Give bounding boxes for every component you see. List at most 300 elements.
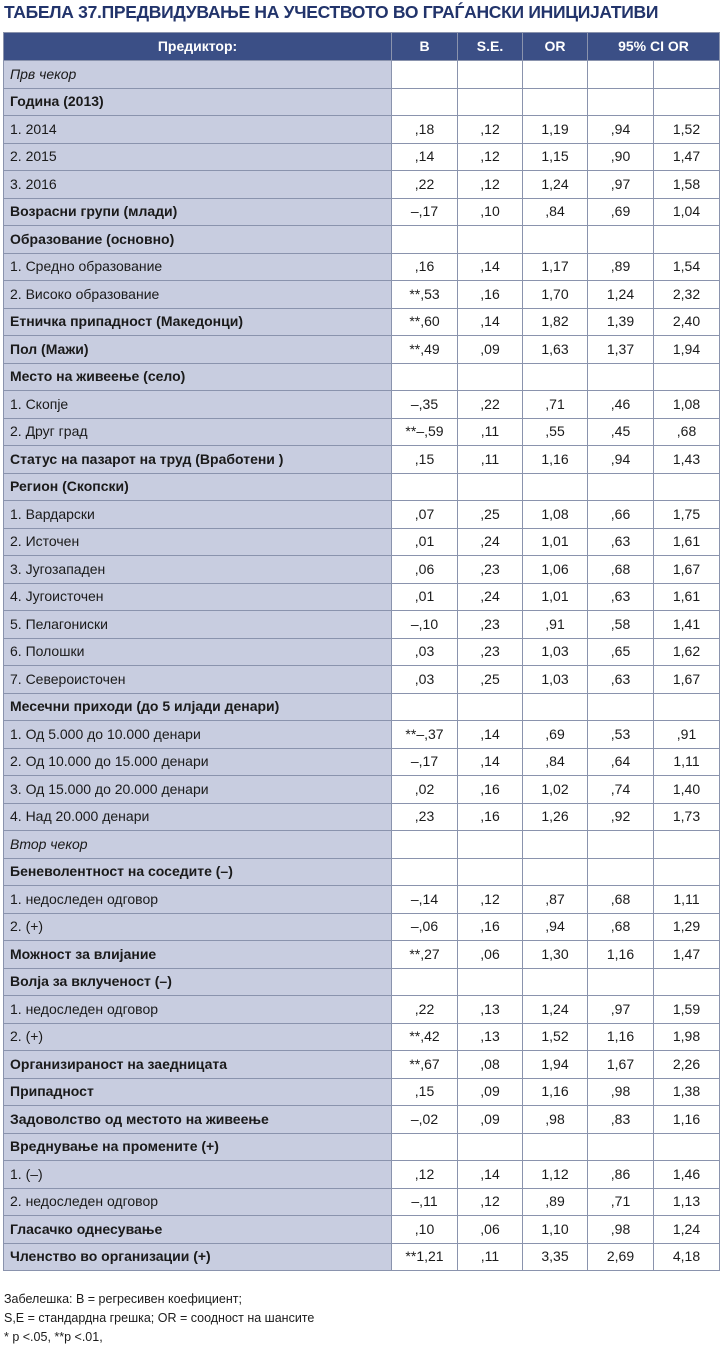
cell-ci-upper: 2,26 (654, 1051, 720, 1079)
cell-or: 1,12 (523, 1161, 588, 1189)
table-row (4, 858, 720, 886)
row-label: Статус на пазарот на труд (Вработени ) (4, 446, 392, 474)
cell-se: ,09 (458, 336, 523, 364)
header-se: S.E. (458, 33, 523, 61)
table-row (4, 528, 720, 556)
row-label: 3. Од 15.000 до 20.000 денари (4, 776, 392, 804)
row-label: Беневолентност на соседите (–) (4, 858, 392, 886)
cell-or: 1,01 (523, 583, 588, 611)
table-row (4, 831, 720, 859)
table-title: ТАБЕЛА 37.ПРЕДВИДУВАЊЕ НА УЧЕСТВОТО ВО ГРАЃАНСКИ ИНИЦИЈАТИВИ (4, 2, 659, 22)
cell-se: ,11 (458, 446, 523, 474)
cell-b (392, 61, 458, 89)
row-label: Година (2013) (4, 88, 392, 116)
cell-or: 1,17 (523, 253, 588, 281)
cell-se: ,09 (458, 1078, 523, 1106)
cell-b: –,17 (392, 748, 458, 776)
cell-ci-lower: ,65 (588, 638, 654, 666)
cell-ci-lower: ,94 (588, 116, 654, 144)
cell-ci-lower: 1,67 (588, 1051, 654, 1079)
cell-or: 1,08 (523, 501, 588, 529)
row-label: 3. Југозападен (4, 556, 392, 584)
table-row (4, 171, 720, 199)
cell-or: ,98 (523, 1106, 588, 1134)
cell-b: ,01 (392, 583, 458, 611)
cell-or: 1,16 (523, 446, 588, 474)
cell-se: ,16 (458, 803, 523, 831)
cell-ci-upper: ,91 (654, 721, 720, 749)
cell-ci-upper: 1,61 (654, 528, 720, 556)
cell-ci-upper: 1,52 (654, 116, 720, 144)
cell-or: 1,26 (523, 803, 588, 831)
cell-b: ,22 (392, 996, 458, 1024)
cell-b: –,14 (392, 886, 458, 914)
cell-ci-upper: 1,11 (654, 886, 720, 914)
cell-b (392, 226, 458, 254)
row-label: 2. 2015 (4, 143, 392, 171)
cell-or (523, 61, 588, 89)
cell-ci-upper (654, 693, 720, 721)
row-label: Членство во организации (+) (4, 1243, 392, 1271)
cell-ci-upper: 1,61 (654, 583, 720, 611)
cell-se: ,14 (458, 721, 523, 749)
table-row (4, 611, 720, 639)
table-row (4, 336, 720, 364)
cell-or: 3,35 (523, 1243, 588, 1271)
cell-ci-upper: 1,62 (654, 638, 720, 666)
table-row (4, 446, 720, 474)
cell-b: –,02 (392, 1106, 458, 1134)
note-line: * p <.05, **p <.01, (4, 1330, 103, 1344)
cell-ci-upper: 4,18 (654, 1243, 720, 1271)
table-notes (4, 1290, 314, 1347)
row-label: 4. Над 20.000 денари (4, 803, 392, 831)
cell-b: ,03 (392, 666, 458, 694)
cell-se (458, 831, 523, 859)
cell-ci-upper (654, 363, 720, 391)
cell-b: **,49 (392, 336, 458, 364)
table-row (4, 776, 720, 804)
cell-ci-upper: 1,75 (654, 501, 720, 529)
cell-or (523, 473, 588, 501)
cell-se: ,10 (458, 198, 523, 226)
cell-b: **1,21 (392, 1243, 458, 1271)
cell-ci-lower (588, 473, 654, 501)
cell-ci-lower: 2,69 (588, 1243, 654, 1271)
cell-or: 1,94 (523, 1051, 588, 1079)
cell-or: 1,63 (523, 336, 588, 364)
cell-or: 1,15 (523, 143, 588, 171)
cell-se (458, 968, 523, 996)
cell-ci-upper (654, 473, 720, 501)
table-row (4, 116, 720, 144)
cell-ci-upper: 1,47 (654, 143, 720, 171)
cell-ci-upper (654, 968, 720, 996)
cell-se (458, 693, 523, 721)
cell-b: **–,37 (392, 721, 458, 749)
cell-or: 1,19 (523, 116, 588, 144)
cell-b (392, 831, 458, 859)
row-label: 2. недоследен одговор (4, 1188, 392, 1216)
cell-or: ,87 (523, 886, 588, 914)
cell-or: ,84 (523, 748, 588, 776)
table-row (4, 1243, 720, 1271)
cell-ci-upper: 1,40 (654, 776, 720, 804)
cell-se: ,09 (458, 1106, 523, 1134)
note-line: Забелешка: B = регресивен коефициент; (4, 1292, 242, 1306)
row-label: Можност за влијание (4, 941, 392, 969)
row-label: 6. Полошки (4, 638, 392, 666)
cell-ci-lower: ,97 (588, 996, 654, 1024)
cell-b: **,42 (392, 1023, 458, 1051)
table-row (4, 253, 720, 281)
table-row (4, 968, 720, 996)
cell-se: ,12 (458, 1188, 523, 1216)
cell-se: ,14 (458, 308, 523, 336)
cell-ci-lower: ,92 (588, 803, 654, 831)
row-label: 1. Скопје (4, 391, 392, 419)
cell-or: 1,02 (523, 776, 588, 804)
cell-se (458, 858, 523, 886)
cell-ci-upper: 1,94 (654, 336, 720, 364)
cell-se (458, 363, 523, 391)
cell-se: ,23 (458, 556, 523, 584)
cell-or: 1,30 (523, 941, 588, 969)
cell-se: ,14 (458, 253, 523, 281)
cell-or (523, 968, 588, 996)
cell-or: 1,10 (523, 1216, 588, 1244)
cell-or: 1,70 (523, 281, 588, 309)
row-label: Пол (Мажи) (4, 336, 392, 364)
cell-or (523, 88, 588, 116)
table-row (4, 226, 720, 254)
cell-se: ,14 (458, 1161, 523, 1189)
row-label: 2. Друг град (4, 418, 392, 446)
cell-ci-upper: 1,43 (654, 446, 720, 474)
cell-b: ,15 (392, 1078, 458, 1106)
cell-or (523, 831, 588, 859)
cell-ci-upper: 1,67 (654, 556, 720, 584)
cell-se: ,11 (458, 418, 523, 446)
row-label: Етничка припадност (Македонци) (4, 308, 392, 336)
table-row (4, 556, 720, 584)
cell-ci-lower: ,58 (588, 611, 654, 639)
cell-ci-lower: ,68 (588, 913, 654, 941)
cell-b: –,17 (392, 198, 458, 226)
table-row (4, 941, 720, 969)
cell-ci-upper: 1,59 (654, 996, 720, 1024)
cell-or: 1,82 (523, 308, 588, 336)
table-row (4, 61, 720, 89)
cell-se: ,25 (458, 501, 523, 529)
cell-ci-lower: ,63 (588, 583, 654, 611)
cell-or: ,91 (523, 611, 588, 639)
row-label: Гласачко однесување (4, 1216, 392, 1244)
cell-ci-lower: 1,37 (588, 336, 654, 364)
cell-or: 1,06 (523, 556, 588, 584)
cell-ci-lower (588, 693, 654, 721)
table-row (4, 638, 720, 666)
table-row (4, 748, 720, 776)
header-row (4, 33, 720, 61)
cell-ci-lower: ,53 (588, 721, 654, 749)
cell-ci-upper (654, 1133, 720, 1161)
cell-ci-upper: 1,46 (654, 1161, 720, 1189)
cell-or (523, 858, 588, 886)
cell-ci-lower: ,98 (588, 1216, 654, 1244)
cell-b: **,60 (392, 308, 458, 336)
table-row (4, 1023, 720, 1051)
header-b: B (392, 33, 458, 61)
table-row (4, 583, 720, 611)
cell-or (523, 226, 588, 254)
cell-se: ,23 (458, 611, 523, 639)
note-line: S,E = стандардна грешка; OR = соодност на шансите (4, 1311, 315, 1325)
header-predictor: Предиктор: (4, 33, 392, 61)
cell-se: ,12 (458, 886, 523, 914)
cell-ci-lower: ,68 (588, 556, 654, 584)
cell-ci-upper: 1,04 (654, 198, 720, 226)
row-label: Задоволство од местото на живеење (4, 1106, 392, 1134)
regression-table (3, 32, 720, 1271)
cell-se: ,14 (458, 748, 523, 776)
cell-ci-lower: ,86 (588, 1161, 654, 1189)
cell-or: 1,03 (523, 638, 588, 666)
row-label: Втор чекор (4, 831, 392, 859)
cell-b: ,23 (392, 803, 458, 831)
row-label: Место на живеење (село) (4, 363, 392, 391)
cell-b: ,12 (392, 1161, 458, 1189)
table-row (4, 418, 720, 446)
cell-or: ,94 (523, 913, 588, 941)
cell-ci-lower (588, 88, 654, 116)
cell-b: –,06 (392, 913, 458, 941)
cell-ci-upper: 2,40 (654, 308, 720, 336)
cell-se: ,06 (458, 1216, 523, 1244)
cell-ci-lower: 1,24 (588, 281, 654, 309)
cell-ci-lower: 1,16 (588, 941, 654, 969)
cell-ci-lower: ,46 (588, 391, 654, 419)
cell-ci-lower: ,63 (588, 528, 654, 556)
cell-or: 1,24 (523, 171, 588, 199)
cell-se: ,12 (458, 171, 523, 199)
cell-or: ,84 (523, 198, 588, 226)
header-ci: 95% CI OR (588, 33, 720, 61)
table-row (4, 1216, 720, 1244)
cell-ci-lower: ,63 (588, 666, 654, 694)
table-row (4, 721, 720, 749)
table-row (4, 886, 720, 914)
table-row (4, 198, 720, 226)
cell-se: ,12 (458, 116, 523, 144)
cell-se (458, 226, 523, 254)
cell-se: ,16 (458, 776, 523, 804)
cell-b: ,01 (392, 528, 458, 556)
table-row (4, 308, 720, 336)
cell-ci-lower: ,90 (588, 143, 654, 171)
row-label: Образование (основно) (4, 226, 392, 254)
cell-ci-upper: 1,73 (654, 803, 720, 831)
cell-b (392, 363, 458, 391)
cell-ci-upper: 1,24 (654, 1216, 720, 1244)
table-row (4, 1188, 720, 1216)
cell-b (392, 968, 458, 996)
cell-or: 1,16 (523, 1078, 588, 1106)
cell-ci-lower: ,89 (588, 253, 654, 281)
cell-ci-lower: ,74 (588, 776, 654, 804)
cell-ci-lower: 1,39 (588, 308, 654, 336)
cell-or: ,69 (523, 721, 588, 749)
cell-ci-lower (588, 363, 654, 391)
cell-b: ,02 (392, 776, 458, 804)
cell-ci-lower: ,66 (588, 501, 654, 529)
row-label: Вреднување на промените (+) (4, 1133, 392, 1161)
cell-se: ,24 (458, 528, 523, 556)
cell-se: ,23 (458, 638, 523, 666)
table-row (4, 1106, 720, 1134)
cell-ci-upper: 1,16 (654, 1106, 720, 1134)
cell-ci-upper: 1,08 (654, 391, 720, 419)
cell-or (523, 1133, 588, 1161)
cell-ci-upper (654, 831, 720, 859)
cell-or (523, 363, 588, 391)
cell-b: ,03 (392, 638, 458, 666)
cell-b: **,67 (392, 1051, 458, 1079)
row-label: Волја за вклученост (–) (4, 968, 392, 996)
row-label: 1. Вардарски (4, 501, 392, 529)
cell-b: ,15 (392, 446, 458, 474)
row-label: Организираност на заедницата (4, 1051, 392, 1079)
cell-ci-upper (654, 61, 720, 89)
cell-ci-upper: 1,58 (654, 171, 720, 199)
cell-b: –,35 (392, 391, 458, 419)
cell-ci-upper: ,68 (654, 418, 720, 446)
cell-ci-lower (588, 831, 654, 859)
cell-ci-lower (588, 968, 654, 996)
cell-b: ,07 (392, 501, 458, 529)
row-label: 2. (+) (4, 1023, 392, 1051)
table-row (4, 88, 720, 116)
row-label: Месечни приходи (до 5 илјади денари) (4, 693, 392, 721)
header-or: OR (523, 33, 588, 61)
table-row (4, 143, 720, 171)
row-label: Регион (Скопски) (4, 473, 392, 501)
cell-b (392, 1133, 458, 1161)
row-label: 2. Источен (4, 528, 392, 556)
row-label: 1. недоследен одговор (4, 886, 392, 914)
row-label: 3. 2016 (4, 171, 392, 199)
cell-b: ,14 (392, 143, 458, 171)
table-row (4, 1078, 720, 1106)
cell-ci-upper: 1,11 (654, 748, 720, 776)
cell-ci-lower (588, 858, 654, 886)
row-label: 7. Североисточен (4, 666, 392, 694)
table-row (4, 1133, 720, 1161)
cell-ci-upper: 1,41 (654, 611, 720, 639)
cell-b: –,11 (392, 1188, 458, 1216)
cell-ci-lower: ,68 (588, 886, 654, 914)
cell-se: ,12 (458, 143, 523, 171)
cell-b (392, 693, 458, 721)
row-label: 1. Од 5.000 до 10.000 денари (4, 721, 392, 749)
cell-b: ,18 (392, 116, 458, 144)
cell-ci-lower: ,94 (588, 446, 654, 474)
row-label: Возрасни групи (млади) (4, 198, 392, 226)
cell-ci-lower: ,83 (588, 1106, 654, 1134)
cell-or: ,55 (523, 418, 588, 446)
cell-b: ,16 (392, 253, 458, 281)
cell-ci-upper: 1,67 (654, 666, 720, 694)
row-label: 5. Пелагониски (4, 611, 392, 639)
table-row (4, 391, 720, 419)
table-row (4, 473, 720, 501)
cell-ci-upper (654, 226, 720, 254)
cell-se (458, 1133, 523, 1161)
cell-ci-lower: ,98 (588, 1078, 654, 1106)
cell-ci-upper: 1,54 (654, 253, 720, 281)
table-row (4, 913, 720, 941)
cell-se: ,13 (458, 1023, 523, 1051)
cell-se (458, 88, 523, 116)
table-row (4, 1161, 720, 1189)
cell-ci-upper: 1,29 (654, 913, 720, 941)
cell-b: ,10 (392, 1216, 458, 1244)
cell-se (458, 61, 523, 89)
cell-se: ,24 (458, 583, 523, 611)
cell-b: ,06 (392, 556, 458, 584)
cell-ci-lower: ,45 (588, 418, 654, 446)
table-row (4, 281, 720, 309)
cell-or: 1,24 (523, 996, 588, 1024)
cell-b: ,22 (392, 171, 458, 199)
cell-b: **–,59 (392, 418, 458, 446)
cell-b (392, 473, 458, 501)
row-label: Прв чекор (4, 61, 392, 89)
cell-b: **,53 (392, 281, 458, 309)
cell-b (392, 858, 458, 886)
row-label: 2. Високо образование (4, 281, 392, 309)
row-label: 1. 2014 (4, 116, 392, 144)
cell-b: **,27 (392, 941, 458, 969)
cell-ci-lower: ,97 (588, 171, 654, 199)
cell-or: ,89 (523, 1188, 588, 1216)
cell-or: 1,01 (523, 528, 588, 556)
row-label: 2. Од 10.000 до 15.000 денари (4, 748, 392, 776)
cell-ci-upper: 1,38 (654, 1078, 720, 1106)
cell-ci-upper: 1,13 (654, 1188, 720, 1216)
table-row (4, 693, 720, 721)
row-label: Припадност (4, 1078, 392, 1106)
cell-se: ,16 (458, 913, 523, 941)
table-row (4, 666, 720, 694)
cell-ci-upper (654, 858, 720, 886)
cell-se: ,08 (458, 1051, 523, 1079)
cell-or: 1,03 (523, 666, 588, 694)
cell-se: ,11 (458, 1243, 523, 1271)
table-row (4, 1051, 720, 1079)
cell-b (392, 88, 458, 116)
table-row (4, 803, 720, 831)
row-label: 1. недоследен одговор (4, 996, 392, 1024)
cell-se: ,25 (458, 666, 523, 694)
cell-ci-lower (588, 1133, 654, 1161)
cell-se: ,13 (458, 996, 523, 1024)
cell-ci-upper: 1,47 (654, 941, 720, 969)
cell-ci-lower: ,71 (588, 1188, 654, 1216)
table-body (4, 61, 720, 1271)
row-label: 1. Средно образование (4, 253, 392, 281)
cell-ci-upper: 1,98 (654, 1023, 720, 1051)
